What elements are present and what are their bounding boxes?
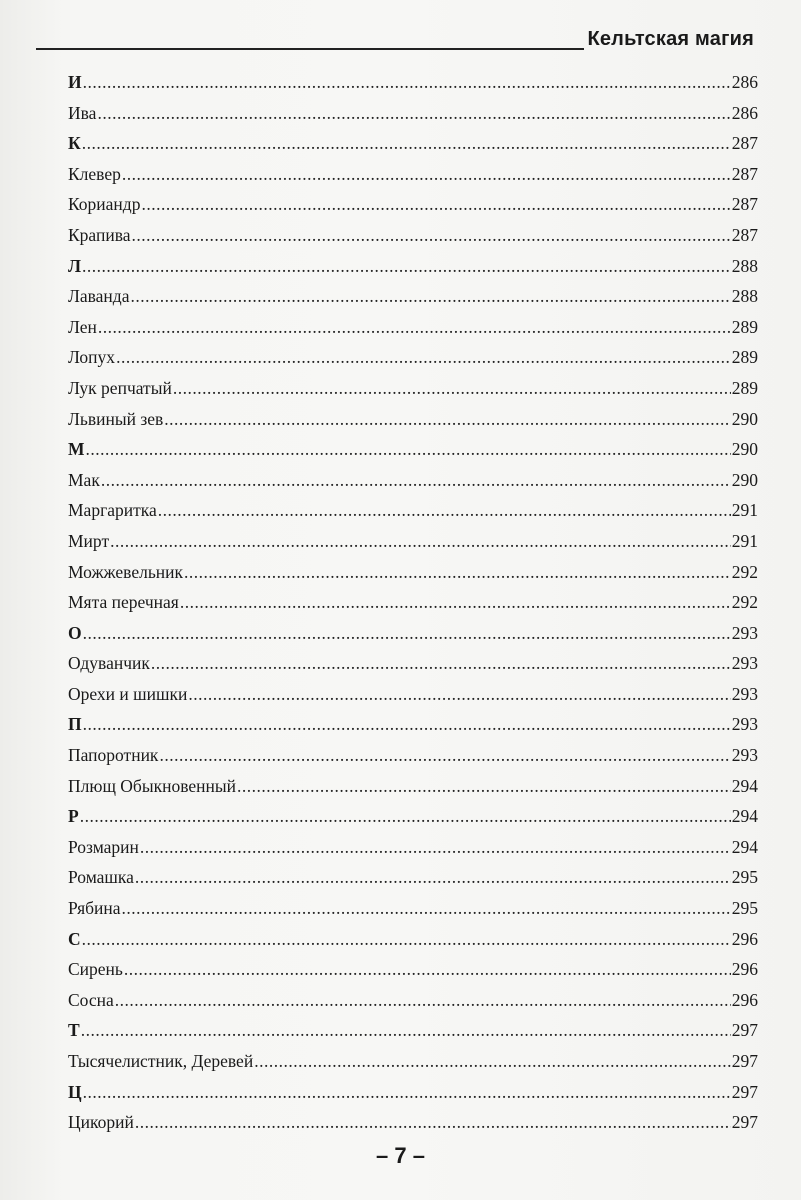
toc-entry (68, 465, 758, 496)
toc-entry (68, 557, 758, 588)
toc-page-number: 293 (731, 622, 758, 643)
dot-leader (122, 893, 731, 924)
toc-entry-label: Розмарин (68, 836, 139, 857)
dot-leader (98, 312, 731, 343)
toc-entry-label: Клевер (68, 163, 121, 184)
toc-page-number: 297 (731, 1051, 758, 1071)
toc-page-number: 292 (731, 561, 758, 582)
dot-leader (135, 862, 731, 893)
dot-leader (132, 220, 731, 251)
toc-entry (68, 679, 758, 710)
toc-entry (68, 373, 758, 404)
running-header (36, 26, 754, 56)
toc-letter-heading (68, 434, 758, 465)
toc-entry (68, 893, 758, 924)
dot-leader (83, 1077, 731, 1108)
toc-page-number: 291 (731, 500, 758, 521)
toc-entry (68, 771, 758, 802)
toc-entry-label: Орехи и шишки (68, 683, 188, 704)
dot-leader (122, 159, 731, 190)
toc-letter-heading (68, 1077, 758, 1108)
dot-leader (237, 771, 731, 802)
toc-entry (68, 342, 758, 373)
toc-page-number: 297 (731, 1112, 758, 1133)
dot-leader (110, 526, 731, 557)
dot-leader (180, 587, 731, 618)
toc-entry (68, 740, 758, 771)
dot-leader (82, 251, 731, 282)
toc-page-number: 290 (731, 408, 758, 429)
toc-page-number: 290 (731, 439, 758, 460)
toc-entry (68, 648, 758, 679)
toc-page-number: 289 (731, 377, 758, 398)
header-rule (36, 48, 584, 50)
dot-leader (80, 801, 731, 832)
dot-leader (173, 373, 731, 404)
toc-entry-label: Цикорий (68, 1112, 134, 1133)
toc-page-number: 297 (731, 1020, 758, 1041)
toc-entry-label: О (68, 622, 82, 643)
dot-leader (130, 281, 730, 312)
dot-leader (97, 98, 730, 129)
toc-entry (68, 220, 758, 251)
toc-entry (68, 862, 758, 893)
toc-entry (68, 587, 758, 618)
dot-leader (115, 985, 731, 1016)
toc-entry-label: Ц (68, 1081, 82, 1102)
toc-letter-heading (68, 1015, 758, 1046)
toc-entry-label: Рябина (68, 898, 121, 919)
toc-entry (68, 495, 758, 526)
toc-entry-label: Сосна (68, 989, 114, 1010)
dot-leader (124, 954, 731, 985)
toc-entry (68, 189, 758, 220)
toc-letter-heading (68, 67, 758, 98)
dot-leader (81, 1015, 731, 1046)
toc-entry-label: С (68, 928, 81, 949)
toc-page-number: 287 (731, 163, 758, 184)
toc-page-number: 292 (731, 592, 758, 613)
toc-page-number: 294 (731, 836, 758, 857)
dot-leader (101, 465, 731, 496)
toc-entry-label: Ромашка (68, 867, 134, 888)
toc-entry (68, 159, 758, 190)
toc-entry-label: Кориандр (68, 194, 141, 215)
dot-leader (158, 495, 731, 526)
toc-page-number: 293 (731, 714, 758, 735)
toc-page-number: 291 (731, 530, 758, 551)
toc-entry (68, 526, 758, 557)
toc-page-number: 288 (731, 255, 758, 276)
toc-page-number: 293 (731, 653, 758, 674)
toc-page-number: 296 (731, 959, 758, 980)
toc-entry (68, 281, 758, 312)
toc-entry-label: Лен (68, 316, 97, 337)
toc-letter-heading (68, 618, 758, 649)
toc-page-number: 286 (731, 72, 758, 92)
toc-entry-label: Тысячелистник, Деревей (68, 1051, 254, 1071)
toc-entry (68, 312, 758, 343)
toc-entry-label: Л (68, 255, 82, 276)
toc-letter-heading (68, 128, 758, 159)
toc-entry-label: Т (68, 1020, 80, 1041)
toc-entry (68, 1046, 758, 1077)
toc-entry-label: Ива (68, 102, 97, 123)
toc-entry-label: Мята перечная (68, 592, 179, 613)
toc-entry (68, 98, 758, 129)
book-title: Кельтская магия (587, 28, 754, 50)
toc-entry-label: Лаванда (68, 286, 130, 307)
toc-page-number: 287 (731, 194, 758, 215)
toc-page-number: 295 (731, 898, 758, 919)
dot-leader (141, 189, 730, 220)
toc-page-number: 297 (731, 1081, 758, 1102)
table-of-contents (68, 67, 758, 1138)
toc-letter-heading (68, 924, 758, 955)
toc-letter-heading (68, 801, 758, 832)
toc-page-number: 290 (731, 469, 758, 490)
dot-leader (82, 128, 731, 159)
dot-leader (254, 1046, 731, 1077)
toc-page-number: 287 (731, 224, 758, 245)
toc-page-number: 293 (731, 683, 758, 704)
dot-leader (82, 924, 731, 955)
toc-page-number: 289 (731, 316, 758, 337)
page-number: – 7 – (376, 1143, 425, 1168)
toc-entry-label: Р (68, 806, 79, 827)
toc-entry (68, 954, 758, 985)
toc-entry-label: М (68, 439, 85, 460)
toc-entry (68, 1107, 758, 1138)
toc-entry (68, 404, 758, 435)
toc-page-number: 295 (731, 867, 758, 888)
dot-leader (116, 342, 731, 373)
toc-letter-heading (68, 251, 758, 282)
toc-page-number: 294 (731, 775, 758, 796)
toc-letter-heading (68, 709, 758, 740)
dot-leader (83, 67, 731, 98)
toc-entry (68, 985, 758, 1016)
dot-leader (86, 434, 731, 465)
toc-entry-label: Маргаритка (68, 500, 157, 521)
toc-page-number: 287 (731, 133, 758, 154)
dot-leader (140, 832, 731, 863)
toc-page-number: 289 (731, 347, 758, 368)
toc-page-number: 294 (731, 806, 758, 827)
toc-entry-label: Папоротник (68, 745, 159, 766)
dot-leader (188, 679, 730, 710)
toc-entry-label: Плющ Обыкновенный (68, 775, 236, 796)
dot-leader (135, 1107, 731, 1138)
toc-entry-label: П (68, 714, 82, 735)
toc-entry-label: Мак (68, 469, 100, 490)
toc-entry-label: Лопух (68, 347, 116, 368)
dot-leader (159, 740, 730, 771)
toc-page-number: 296 (731, 928, 758, 949)
toc-page-number: 286 (731, 102, 758, 123)
toc-entry (68, 832, 758, 863)
dot-leader (83, 709, 731, 740)
toc-page-number: 293 (731, 745, 758, 766)
toc-page-number: 296 (731, 989, 758, 1010)
dot-leader (184, 557, 731, 588)
toc-entry-label: Львиный зев (68, 408, 164, 429)
toc-entry-label: Сирень (68, 959, 123, 980)
toc-entry-label: И (68, 72, 82, 92)
toc-entry-label: Крапива (68, 224, 131, 245)
dot-leader (151, 648, 731, 679)
toc-entry-label: Лук репчатый (68, 377, 172, 398)
toc-entry-label: Можжевельник (68, 561, 184, 582)
toc-entry-label: Одуванчик (68, 653, 150, 674)
dot-leader (164, 404, 730, 435)
toc-entry-label: К (68, 133, 81, 154)
toc-entry-label: Мирт (68, 530, 110, 551)
dot-leader (83, 618, 731, 649)
toc-page-number: 288 (731, 286, 758, 307)
